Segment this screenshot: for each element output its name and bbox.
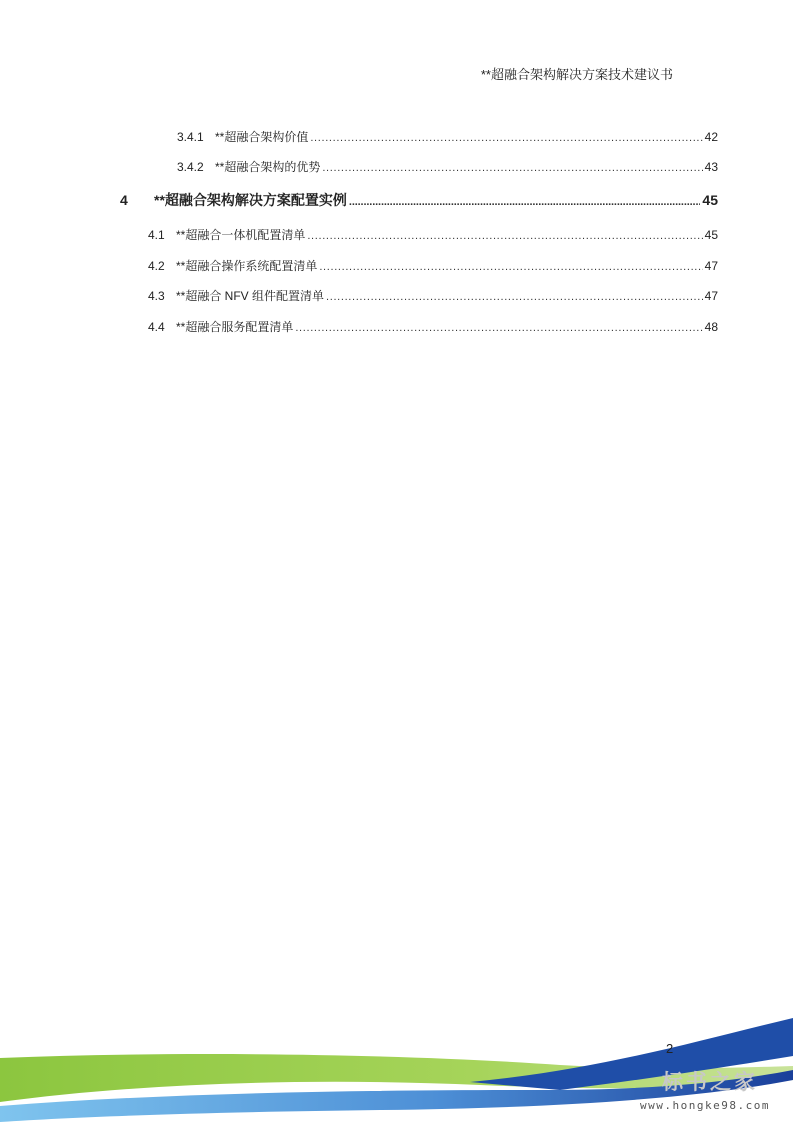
toc-entry-title: **超融合一体机配置清单 xyxy=(176,228,306,242)
toc-entry-page: 43 xyxy=(704,160,718,174)
toc-entry-number: 4.2 xyxy=(148,259,165,273)
toc-leader-dots xyxy=(322,162,702,174)
toc-leader-dots xyxy=(310,132,702,144)
toc-entry-number: 3.4.1 xyxy=(177,130,204,144)
page-number: 2 xyxy=(666,1041,674,1056)
toc-entry-title: **超融合服务配置清单 xyxy=(176,320,294,334)
toc-entry-number: 4 xyxy=(120,192,128,208)
toc-entry-page: 47 xyxy=(704,289,718,303)
toc-entry-title: **超融合架构的优势 xyxy=(215,160,321,174)
toc-entry-number: 4.3 xyxy=(148,289,165,303)
toc-entry-title: **超融合 NFV 组件配置清单 xyxy=(176,289,325,303)
toc-entry-title: **超融合架构价值 xyxy=(215,130,309,144)
toc-entry-4-3[interactable] xyxy=(148,287,718,304)
toc-entry-title: **超融合架构解决方案配置实例 xyxy=(154,192,347,208)
watermark-logo: 标书之家 xyxy=(662,1070,758,1094)
toc-entry-4-4[interactable] xyxy=(148,318,718,335)
toc-entry-title: **超融合操作系统配置清单 xyxy=(176,259,318,273)
toc-entry-page: 45 xyxy=(702,192,718,208)
toc-leader-dots xyxy=(295,322,702,334)
toc-entry-3-4-1[interactable] xyxy=(177,128,718,145)
toc-entry-page: 48 xyxy=(704,320,718,334)
toc-entry-number: 4.1 xyxy=(148,228,165,242)
toc-leader-dots xyxy=(319,261,702,273)
toc-leader-dots xyxy=(349,196,701,208)
toc-entry-page: 42 xyxy=(704,130,718,144)
toc-entry-4-1[interactable] xyxy=(148,226,718,243)
toc-entry-page: 45 xyxy=(704,228,718,242)
toc-leader-dots xyxy=(307,230,702,242)
toc-entry-4[interactable] xyxy=(120,190,718,210)
toc-entry-page: 47 xyxy=(704,259,718,273)
watermark-url: www.hongke98.com xyxy=(640,1099,770,1112)
toc-entry-3-4-2[interactable] xyxy=(177,158,718,175)
toc-entry-number: 3.4.2 xyxy=(177,160,204,174)
toc-leader-dots xyxy=(326,291,703,303)
toc-entry-4-2[interactable] xyxy=(148,257,718,274)
toc-entry-number: 4.4 xyxy=(148,320,165,334)
document-header-title: **超融合架构解决方案技术建议书 xyxy=(480,67,673,82)
